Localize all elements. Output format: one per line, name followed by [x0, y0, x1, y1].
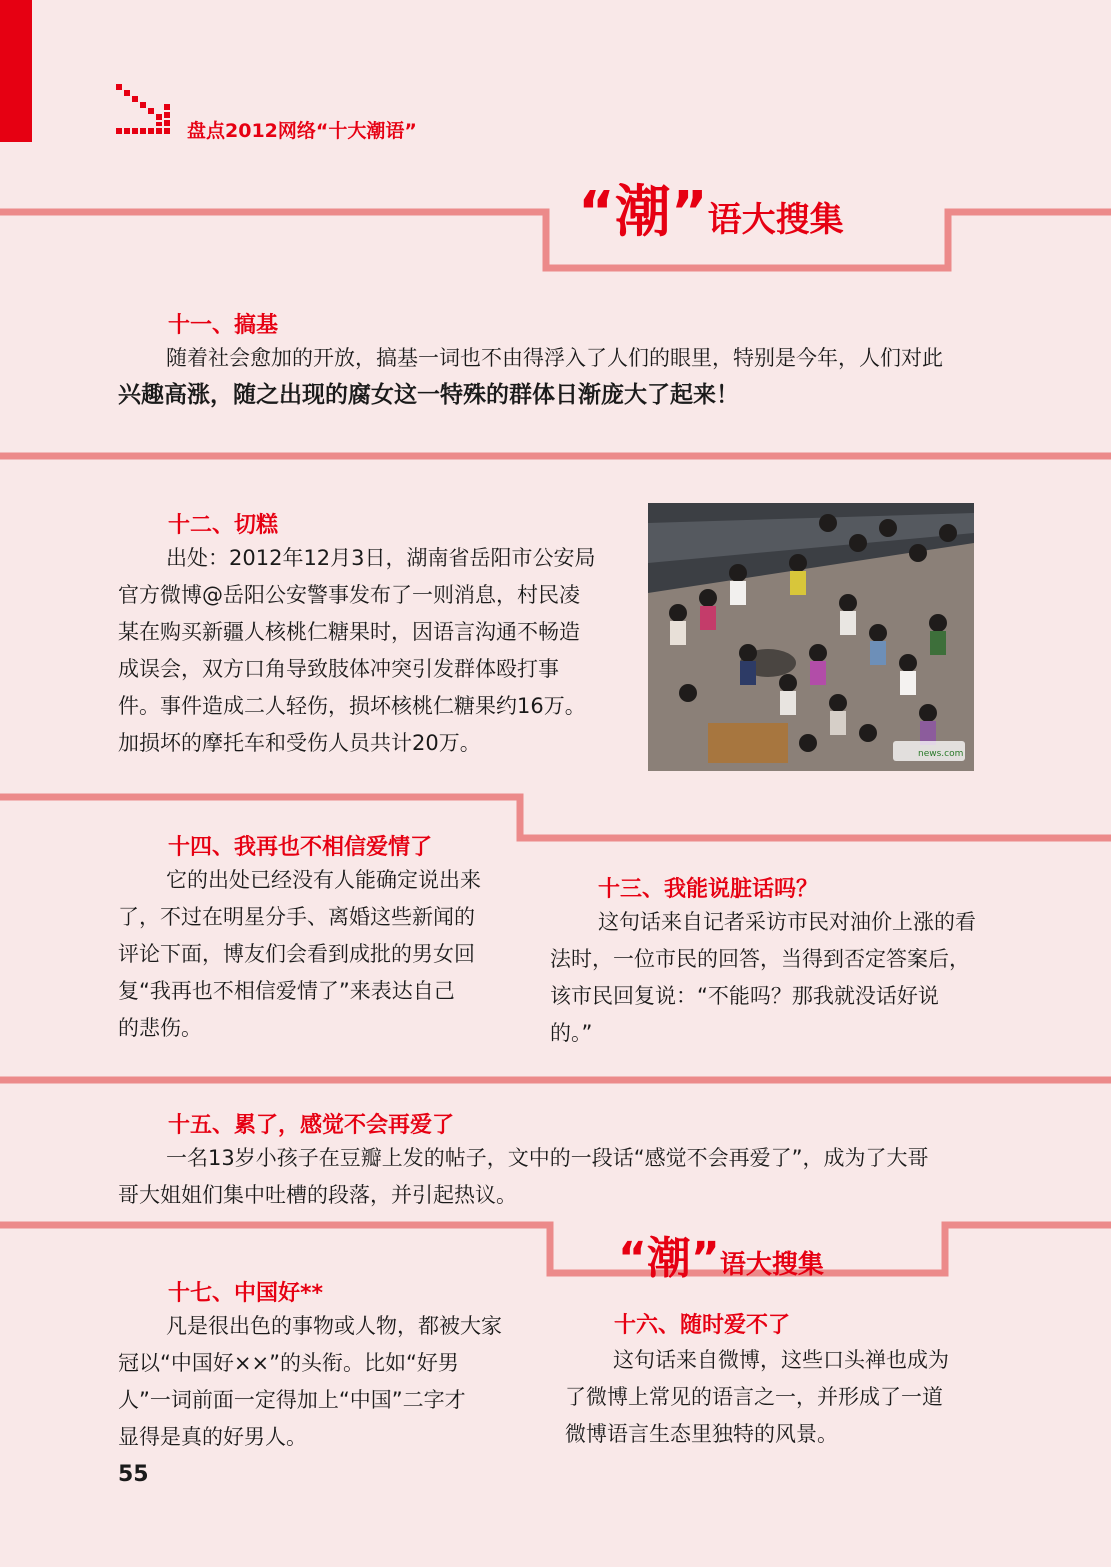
- section-12-line: 官方微博@岳阳公安警事发布了一则消息，村民凌: [118, 583, 580, 607]
- section-15-line: 哥大姐姐们集中吐槽的段落，并引起热议。: [118, 1183, 517, 1207]
- section-11-line: 随着社会愈加的开放，搞基一词也不由得浮入了人们的眼里，特别是今年，人们对此: [166, 346, 943, 370]
- rule-2: [0, 797, 1111, 838]
- page-number: 55: [118, 1462, 149, 1487]
- header-title: 盘点2012网络“十大潮语”: [187, 120, 417, 142]
- section-11-body: [118, 340, 1018, 414]
- section-16-title: 十六、随时爱不了: [614, 1313, 791, 1338]
- section-14-line: 它的出处已经没有人能确定说出来: [166, 868, 481, 892]
- section-15-title: 十五、累了，感觉不会再爱了: [168, 1113, 455, 1138]
- section-17-line: 冠以“中国好××”的头衔。比如“好男: [118, 1351, 459, 1375]
- section-13-line: 这句话来自记者采访市民对油价上涨的看: [598, 910, 976, 934]
- section-12-body: [118, 540, 638, 762]
- section-15-line: 一名13岁小孩子在豆瓣上发的帖子，文中的一段话“感觉不会再爱了”，成为了大哥: [166, 1146, 929, 1170]
- banner-chao: 潮: [614, 180, 671, 245]
- section-13-line: 的。”: [550, 1021, 593, 1045]
- pixel-logo-icon: [116, 84, 172, 134]
- section-16-line: 微博语言生态里独特的风景。: [565, 1422, 838, 1446]
- banner-frame-bottom: [0, 1225, 1111, 1273]
- crowd-photo-illustration: [648, 503, 974, 771]
- section-15-body: [118, 1140, 1018, 1214]
- section-12-line: 件。事件造成二人轻伤，损坏核桃仁糖果约16万。: [118, 694, 586, 718]
- banner-title-bottom: [618, 1222, 824, 1286]
- section-12-line: 出处：2012年12月3日，湖南省岳阳市公安局: [166, 546, 596, 570]
- banner-open-quote: “: [578, 180, 615, 245]
- section-16-body: [565, 1342, 995, 1453]
- section-17-body: [118, 1308, 538, 1456]
- banner-title-top: [578, 168, 844, 248]
- section-13-line: 法时，一位市民的回答，当得到否定答案后，: [550, 947, 970, 971]
- section-13-body: [550, 904, 1005, 1052]
- section-14-line: 的悲伤。: [118, 1016, 202, 1040]
- section-16-line: 这句话来自微博，这些口头禅也成为: [613, 1348, 949, 1372]
- section-17-line: 显得是真的好男人。: [118, 1425, 307, 1449]
- section-17-line: 凡是很出色的事物或人物，都被大家: [166, 1314, 502, 1338]
- section-12-line: 某在购买新疆人核桃仁糖果时，因语言沟通不畅造: [118, 620, 580, 644]
- section-11-title: 十一、搞基: [168, 313, 279, 338]
- section-13-title: 十三、我能说脏话吗？: [598, 877, 819, 902]
- section-14-line: 评论下面，博友们会看到成批的男女回: [118, 942, 475, 966]
- section-12-line: 加损坏的摩托车和受伤人员共计20万。: [118, 731, 481, 755]
- section-12-title: 十二、切糕: [168, 513, 279, 538]
- banner-rest: 语大搜集: [707, 200, 844, 240]
- crowd-photo: [648, 503, 974, 771]
- section-14-line: 复“我再也不相信爱情了”来表达自己: [118, 979, 455, 1003]
- section-11-line: 兴趣高涨，随之出现的腐女这一特殊的群体日渐庞大了起来！: [118, 382, 739, 408]
- section-16-line: 了微博上常见的语言之一，并形成了一道: [565, 1385, 943, 1409]
- photo-watermark: news.com: [918, 749, 964, 759]
- banner-chao: 潮: [646, 1233, 691, 1284]
- banner-open-quote: “: [618, 1233, 647, 1284]
- banner-close-quote: ”: [690, 1233, 720, 1284]
- section-13-line: 该市民回复说：“不能吗？那我就没话好说: [550, 984, 939, 1008]
- section-17-title: 十七、中国好**: [168, 1281, 324, 1306]
- section-12-line: 成误会，双方口角导致肢体冲突引发群体殴打事: [118, 657, 559, 681]
- page-edge-bar: [0, 0, 32, 142]
- section-14-title: 十四、我再也不相信爱情了: [168, 835, 433, 860]
- section-14-line: 了，不过在明星分手、离婚这些新闻的: [118, 905, 475, 929]
- banner-frame-top: [0, 212, 1111, 268]
- banner-close-quote: ”: [670, 180, 708, 245]
- section-17-line: 人”一词前面一定得加上“中国”二字才: [118, 1388, 466, 1412]
- banner-rest: 语大搜集: [719, 1250, 824, 1280]
- section-14-body: [118, 862, 518, 1047]
